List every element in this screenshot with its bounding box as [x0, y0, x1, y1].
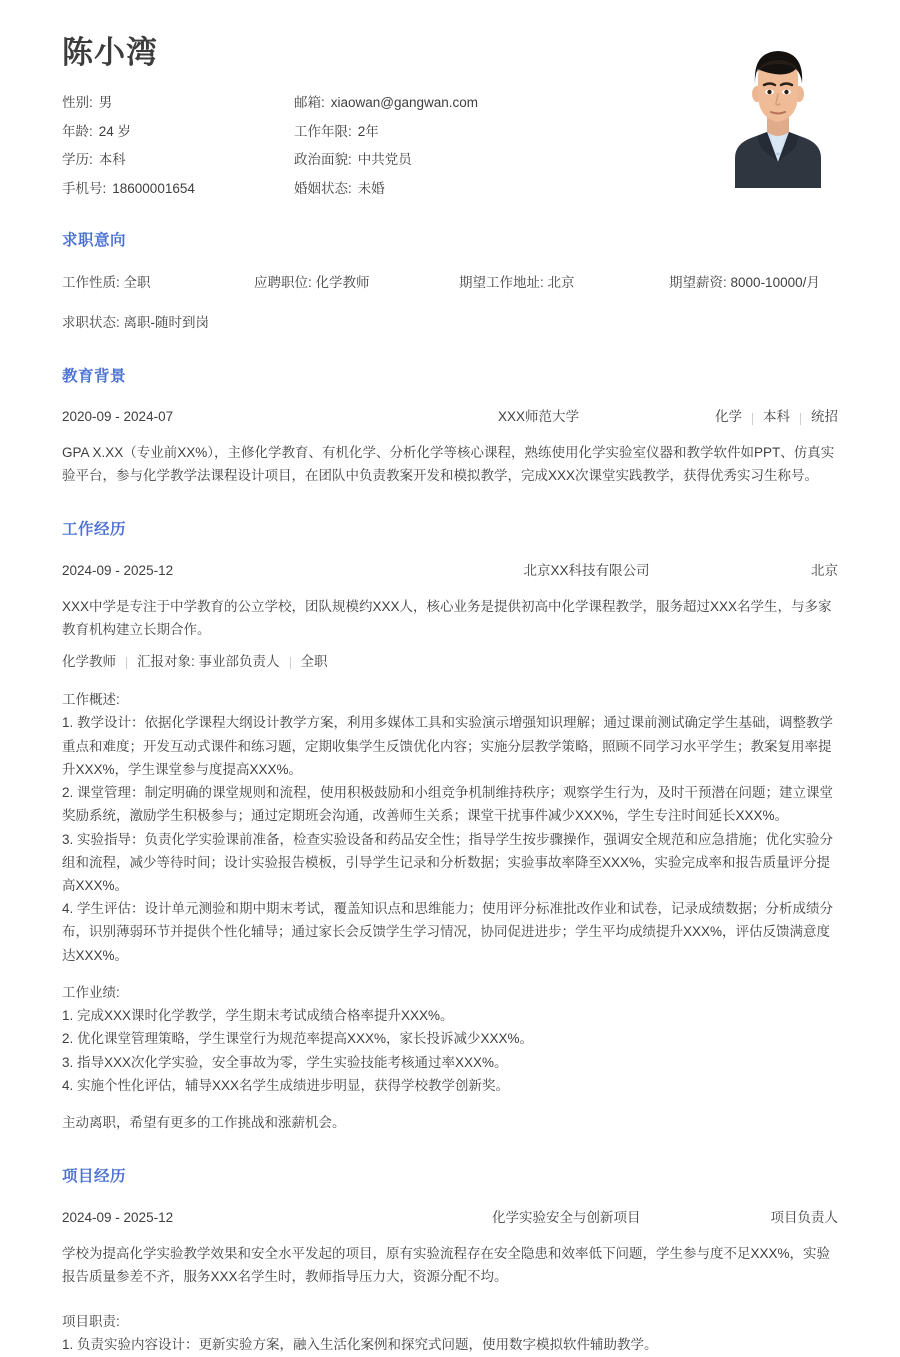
- basic-info-political: [294, 150, 622, 170]
- project-background: 学校为提高化学实验教学效果和安全水平发起的项目，原有实验流程存在安全隐患和效率低下问题，学生参与度不足XXX%，实验报告质量参差不齐，服务XXX名学生时，教师指导压力大，资源分配不均。: [62, 1245, 831, 1284]
- basic-info-degree-label: 学历:: [62, 152, 93, 168]
- work-overview-label: 工作概述:: [62, 692, 120, 708]
- basic-info-email-label: 邮箱:: [294, 95, 325, 111]
- work-achievement-label: 工作业绩:: [62, 984, 120, 1000]
- spacer: [62, 1296, 838, 1310]
- education-tag-degree: 本科: [763, 409, 790, 425]
- basic-info-age-label: 年龄:: [62, 123, 93, 139]
- project-duty-label: 项目职责:: [62, 1314, 120, 1330]
- basic-info-experience-value: 2年: [357, 123, 379, 139]
- project-date: 2024-09 - 2025-12: [62, 1209, 174, 1225]
- work-company: 北京XX科技有限公司: [523, 563, 650, 579]
- work-achievement-item: 1. 完成XXX课时化学教学，学生期末考试成绩合格率提升XXX%。: [62, 1008, 454, 1024]
- work-overview-item: 3. 实验指导：负责化学实验课前准备，检查实验设备和药品安全性；指导学生按步骤操作，强调安全规范和应急措施；优化实验分组和流程，减少等待时间；设计实验报告模板，引导学生记录和分析数据；实验事故率降至XXX%，实验完成率和报告质量评分提高XXX%。: [62, 831, 834, 894]
- work-overview-block: [62, 688, 838, 967]
- project-entry-header: [62, 1209, 838, 1228]
- intent-location-label: 期望工作地址:: [459, 275, 544, 291]
- work-company-intro: XXX中学是专注于中学教育的公立学校，团队规模约XXX人，核心业务是提供初高中化学课程教学，服务超过XXX名学生，与多家教育机构建立长期合作。: [62, 598, 832, 638]
- section-project-experience: [62, 1168, 838, 1356]
- intent-salary: [669, 273, 820, 293]
- basic-info-gender: [62, 93, 294, 113]
- section-education: [62, 368, 838, 488]
- work-leaving-reason: 主动离职，希望有更多的工作挑战和涨薪机会。: [62, 1114, 346, 1130]
- education-entry-header: [62, 408, 838, 427]
- basic-info-phone: [62, 179, 294, 199]
- work-role-title: 化学教师: [62, 654, 116, 670]
- basic-info-political-label: 政治面貌:: [294, 152, 352, 168]
- project-duty-item: 1. 负责实验内容设计：更新实验方案，融入生活化案例和探究式问题，使用数字模拟软件辅助教学。: [62, 1337, 658, 1353]
- intent-position-label: 应聘职位:: [254, 275, 312, 291]
- work-role-tags: [62, 653, 838, 672]
- page-title: 陈小湾: [62, 35, 158, 70]
- basic-info-marital-value: 未婚: [357, 180, 385, 196]
- work-date: 2024-09 - 2025-12: [62, 563, 174, 579]
- section-title-job-intent: 求职意向: [62, 232, 127, 250]
- basic-info-email: [294, 93, 622, 113]
- intent-job-nature-value: 全职: [123, 275, 151, 291]
- intent-salary-label: 期望薪资:: [669, 275, 727, 291]
- education-tag-admission: 统招: [811, 409, 838, 425]
- basic-info-email-value: xiaowan@gangwan.com: [330, 95, 479, 111]
- section-title-work-experience: 工作经历: [62, 521, 127, 539]
- work-achievement-item: 4. 实施个性化评估，辅导XXX名学生成绩进步明显，获得学校教学创新奖。: [62, 1077, 510, 1093]
- intent-job-nature: [62, 273, 254, 293]
- basic-info-gender-label: 性别:: [62, 95, 93, 111]
- spacer: [62, 1097, 838, 1111]
- section-title-education: 教育背景: [62, 367, 127, 385]
- basic-info-phone-value: 18600001654: [112, 180, 195, 196]
- profile-photo-illustration: [717, 36, 839, 188]
- basic-info-degree: [62, 150, 294, 170]
- section-job-intent: [62, 232, 838, 333]
- intent-position-value: 化学教师: [315, 275, 370, 291]
- education-school: XXX师范大学: [497, 409, 579, 425]
- work-employment-type: 全职: [300, 654, 328, 670]
- project-name: 化学实验安全与创新项目: [492, 1209, 641, 1225]
- job-intent-row-2: [62, 313, 838, 333]
- project-duty-block: [62, 1310, 838, 1356]
- education-description: GPA X.XX（专业前XX%），主修化学教育、有机化学、分析化学等核心课程，熟练使用化学实验室仪器和教学软件如PPT、仿真实验平台，参与化学教学法课程设计项目，在团队中负责教案开发和模拟教学，完成XXX次课堂实践教学，获得优秀实习生称号。: [62, 445, 835, 484]
- work-achievement-item: 3. 指导XXX次化学实验，安全事故为零，学生实验技能考核通过率XXX%。: [62, 1054, 508, 1070]
- basic-info-marital: [294, 179, 622, 199]
- intent-job-nature-label: 工作性质:: [62, 275, 120, 291]
- education-date: 2020-09 - 2024-07: [62, 409, 174, 425]
- job-intent-row-1: [62, 273, 838, 293]
- basic-info-marital-label: 婚姻状态:: [294, 180, 352, 196]
- work-overview-item: 2. 课堂管理：制定明确的课堂规则和流程，使用积极鼓励和小组竞争机制维持秩序；观察学生行为，及时干预潜在问题；建立课堂奖励系统，激励学生积极参与；通过定期班会沟通，改善师生关系；课堂干扰事件减少XXX%，学生专注时间延长XXX%。: [62, 785, 834, 824]
- work-overview-item: 1. 教学设计：依据化学课程大纲设计教学方案，利用多媒体工具和实验演示增强知识理解；通过课前测试确定学生基础，调整教学重点和难度；开发互动式课件和练习题，定期收集学生反馈优化内容；实施分层教学策略，照顾不同学习水平学生；教案复用率提升XXX%，学生课堂参与度提高XXX%。: [62, 715, 834, 777]
- intent-position: [254, 273, 459, 293]
- basic-info-experience: [294, 122, 622, 142]
- basic-info-age-value: 24 岁: [98, 123, 132, 139]
- tag-separator-icon: [800, 413, 801, 425]
- intent-location: [459, 273, 669, 293]
- education-tags: [715, 408, 838, 427]
- work-overview-item: 4. 学生评估：设计单元测验和期中期末考试，覆盖知识点和思维能力；使用评分标准批改作业和试卷，记录成绩数据；分析成绩分布，识别薄弱环节并提供个性化辅导；通过家长会反馈学生学习情况，协同促进进步；学生平均成绩提升XXX%，评估反馈满意度达XXX%。: [62, 901, 834, 963]
- work-entry-header: [62, 562, 838, 581]
- project-role: 项目负责人: [770, 1209, 838, 1225]
- resume-header: [62, 34, 838, 198]
- intent-status-label: 求职状态:: [62, 315, 120, 331]
- section-work-experience: [62, 521, 838, 1134]
- basic-info-political-value: 中共党员: [357, 152, 412, 168]
- intent-status: [62, 313, 254, 333]
- basic-info-gender-value: 男: [98, 95, 113, 111]
- basic-info-grid: [62, 93, 622, 198]
- tag-separator-icon: [126, 657, 127, 669]
- intent-status-value: 离职-随时到岗: [123, 315, 210, 331]
- intent-salary-value: 8000-10000/月: [730, 275, 820, 291]
- avatar: [717, 36, 839, 188]
- work-location: 北京: [811, 563, 838, 579]
- basic-info-degree-value: 本科: [98, 152, 126, 168]
- spacer: [62, 967, 838, 981]
- work-achievement-item: 2. 优化课堂管理策略，学生课堂行为规范率提高XXX%，家长投诉减少XXX%。: [62, 1031, 534, 1047]
- education-tag-major: 化学: [715, 409, 742, 425]
- basic-info-age: [62, 122, 294, 142]
- work-report-to: 汇报对象: 事业部负责人: [137, 654, 280, 670]
- intent-location-value: 北京: [547, 275, 575, 291]
- work-achievement-block: [62, 981, 838, 1097]
- tag-separator-icon: [290, 657, 291, 669]
- basic-info-experience-label: 工作年限:: [294, 123, 352, 139]
- section-title-project-experience: 项目经历: [62, 1168, 127, 1186]
- basic-info-phone-label: 手机号:: [62, 180, 107, 196]
- tag-separator-icon: [752, 413, 753, 425]
